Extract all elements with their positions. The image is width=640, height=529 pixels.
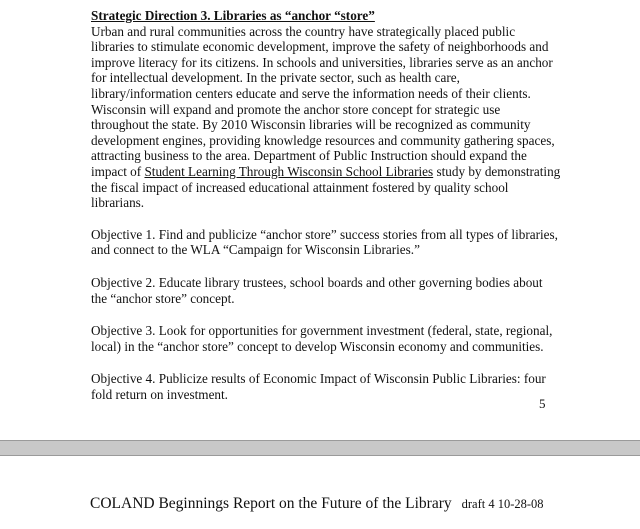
running-header-draft: draft 4 10-28-08 [461, 497, 544, 511]
section-heading: Strategic Direction 3. Libraries as “anchor “store” [91, 8, 375, 23]
page-content [91, 8, 561, 402]
running-header-title: COLAND Beginnings Report on the Future of the Library [90, 495, 452, 512]
body-text-before-link: Urban and rural communities across the country have strategically placed public libraries to stimulate economic development, improve the safety of neighborhoods and improve literacy for its citizens. In schools and universities, libraries serve as an anchor for intellectual development. In the private sector, such as health care, library/information centers educate and serve the information needs of their clients. Wisconsin will expand and promote the anchor store concept for strategic use throughout the state. By 2010 Wisconsin libraries will be recognized as community development engines, providing knowledge resources and community gathering spaces, attracting business to the area. Department of Public Instruction should expand the impact of [91, 23, 555, 179]
running-header [90, 495, 544, 513]
body-paragraph [91, 24, 561, 211]
objective-4: Objective 4. Publicize results of Economic Impact of Wisconsin Public Libraries: four fold return on investment. [91, 371, 546, 402]
next-document-page [0, 456, 640, 529]
objective-2: Objective 2. Educate library trustees, school boards and other governing bodies about the “anchor store” concept. [91, 274, 543, 306]
study-title-link[interactable]: Student Learning Through Wisconsin School Libraries [144, 163, 434, 179]
page-separator [0, 440, 640, 456]
body-text-after-link: study by demonstrating the fiscal impact of increased educational attainment fostered by quality school librarians. [91, 163, 561, 211]
objective-3: Objective 3. Look for opportunities for government investment (federal, state, regional, local) in the “anchor store” concept to develop Wisconsin economy and communities. [91, 323, 553, 354]
page-number: 5 [539, 396, 546, 411]
objective-1: Objective 1. Find and publicize “anchor store” success stories from all types of libraries, and connect to the WLA “Campaign for Wisconsin Libraries.” [91, 226, 558, 258]
